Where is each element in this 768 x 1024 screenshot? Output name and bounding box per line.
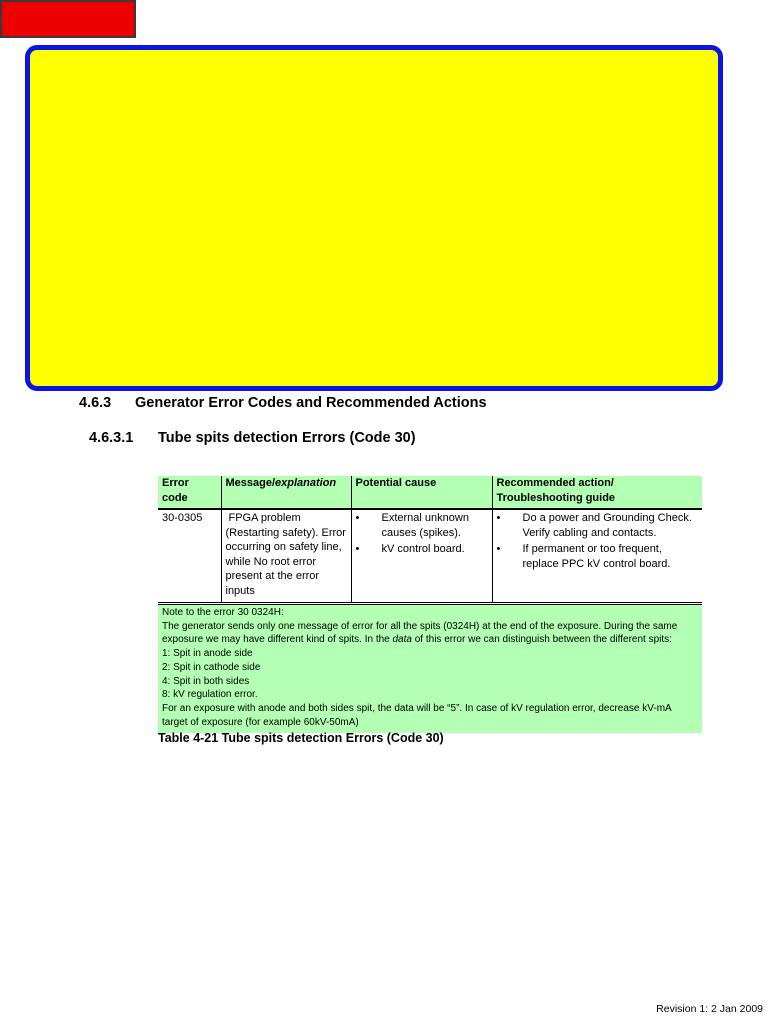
header-message-text: Message/ <box>225 477 276 489</box>
cell-message <box>221 509 351 604</box>
note-item: 4: Spit in both sides <box>162 675 250 687</box>
header-cause: Potential cause <box>351 476 492 509</box>
cause-item: • kV control board. <box>356 542 488 557</box>
cell-causes <box>351 509 492 604</box>
note-footer: For an exposure with anode and both sides spit, the data will be “5”. In case of kV regulation error, decrease kV-mA target of exposure (for example 60kV-50mA) <box>162 702 672 728</box>
header-code-line2: code <box>162 491 188 504</box>
note-text <box>162 620 698 647</box>
note-row <box>158 604 702 734</box>
error-table <box>158 476 702 733</box>
header-error-code <box>158 476 221 509</box>
section-title: Generator Error Codes and Recommended Actions <box>135 395 487 411</box>
note-cell <box>158 604 702 734</box>
note-item: 1: Spit in anode side <box>162 648 253 660</box>
header-action-line1: Recommended action/ <box>496 477 614 489</box>
action-item: • Do a power and Grounding Check. Verify cabling and contacts. <box>497 511 699 540</box>
section-heading <box>79 395 487 411</box>
note-text-italic: data <box>392 634 412 646</box>
header-message <box>221 476 351 509</box>
section-number: 4.6.3 <box>79 395 112 411</box>
table-caption: Table 4-21 Tube spits detection Errors (Code 30) <box>158 731 444 745</box>
cause-item: • External unknown causes (spikes). <box>356 511 488 540</box>
cell-actions <box>492 509 702 604</box>
note-text-post: of this error we can distinguish between the different spits: <box>411 634 672 646</box>
header-action <box>492 476 702 509</box>
message-text: FPGA problem (Restarting safety). Error occurring on safety line, while No root error present at the error inputs <box>225 512 346 597</box>
subsection-heading <box>89 430 416 446</box>
table-header-row <box>158 476 702 509</box>
header-message-italic: explanation <box>275 477 337 489</box>
note-item: 8: kV regulation error. <box>162 689 258 701</box>
yellow-highlight-panel <box>25 45 723 391</box>
header-code-line1: Error <box>162 477 189 489</box>
table-row <box>158 509 702 604</box>
header-action-line2: Troubleshooting guide <box>496 491 616 504</box>
action-item: • If permanent or too frequent, replace PPC kV control board. <box>497 542 699 571</box>
note-text-pre: The generator sends only one message of error for all the spits (0324H) at the end of the exposure. During the same exposure we may have different kind of spits. In the <box>162 620 678 646</box>
subsection-number: 4.6.3.1 <box>89 430 134 446</box>
revision-footer: Revision 1: 2 Jan 2009 <box>656 1003 763 1015</box>
red-marker-box <box>0 0 136 38</box>
note-item: 2: Spit in cathode side <box>162 661 261 673</box>
subsection-title: Tube spits detection Errors (Code 30) <box>158 430 416 446</box>
note-title: Note to the error 30 0324H: <box>162 607 284 618</box>
cell-error-code: 30-0305 <box>158 509 221 604</box>
